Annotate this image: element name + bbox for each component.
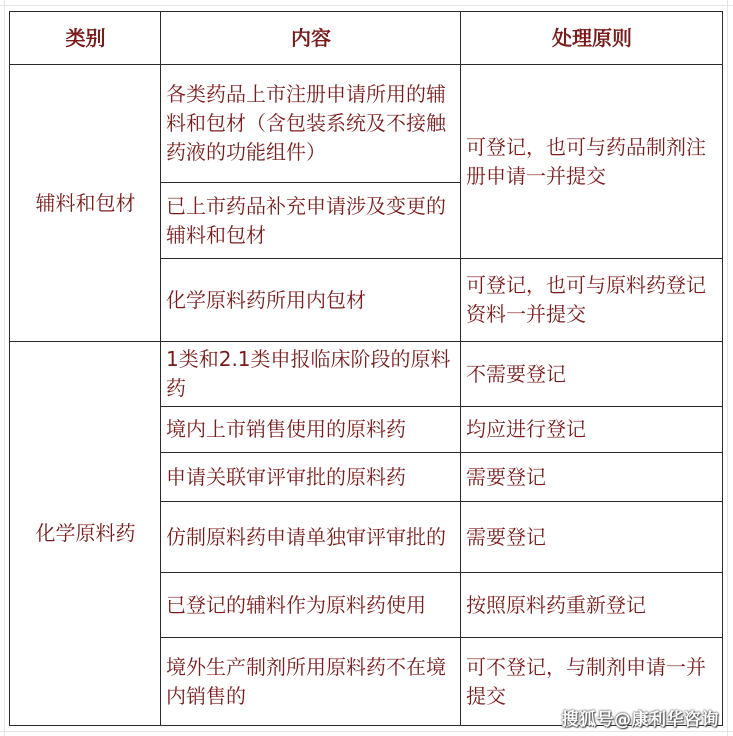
- principle-cell: 按照原料药重新登记: [461, 573, 723, 638]
- header-category: 类别: [10, 12, 161, 65]
- content-cell: 1类和2.1类申报临床阶段的原料药: [161, 342, 461, 407]
- content-cell: 申请关联审评审批的原料药: [161, 453, 461, 502]
- principle-cell: 可登记，也可与原料药登记资料一并提交: [461, 259, 723, 342]
- content-cell: 各类药品上市注册申请所用的辅料和包材（含包装系统及不接触药液的功能组件）: [161, 65, 461, 183]
- table-row: [10, 65, 723, 183]
- principle-cell: 均应进行登记: [461, 407, 723, 453]
- table-row: [10, 342, 723, 407]
- content-cell: 已登记的辅料作为原料药使用: [161, 573, 461, 638]
- content-cell: 化学原料药所用内包材: [161, 259, 461, 342]
- header-principle: 处理原则: [461, 12, 723, 65]
- content-cell: 已上市药品补充申请涉及变更的辅料和包材: [161, 183, 461, 259]
- registration-rules-table: [9, 11, 723, 726]
- principle-cell: 不需要登记: [461, 342, 723, 407]
- content-cell: 境外生产制剂所用原料药不在境内销售的: [161, 638, 461, 726]
- category-cell-excipients: 辅料和包材: [10, 65, 161, 342]
- category-cell-api: 化学原料药: [10, 342, 161, 726]
- principle-cell: 需要登记: [461, 453, 723, 502]
- watermark: 搜狐号@康利华咨询: [561, 710, 719, 730]
- principle-cell: 可登记，也可与药品制剂注册申请一并提交: [461, 65, 723, 259]
- principle-cell: 需要登记: [461, 502, 723, 573]
- content-cell: 仿制原料药申请单独审评审批的: [161, 502, 461, 573]
- table-header-row: [10, 12, 723, 65]
- content-cell: 境内上市销售使用的原料药: [161, 407, 461, 453]
- principle-cell: 可不登记，与制剂申请一并提交: [461, 638, 723, 726]
- header-content: 内容: [161, 12, 461, 65]
